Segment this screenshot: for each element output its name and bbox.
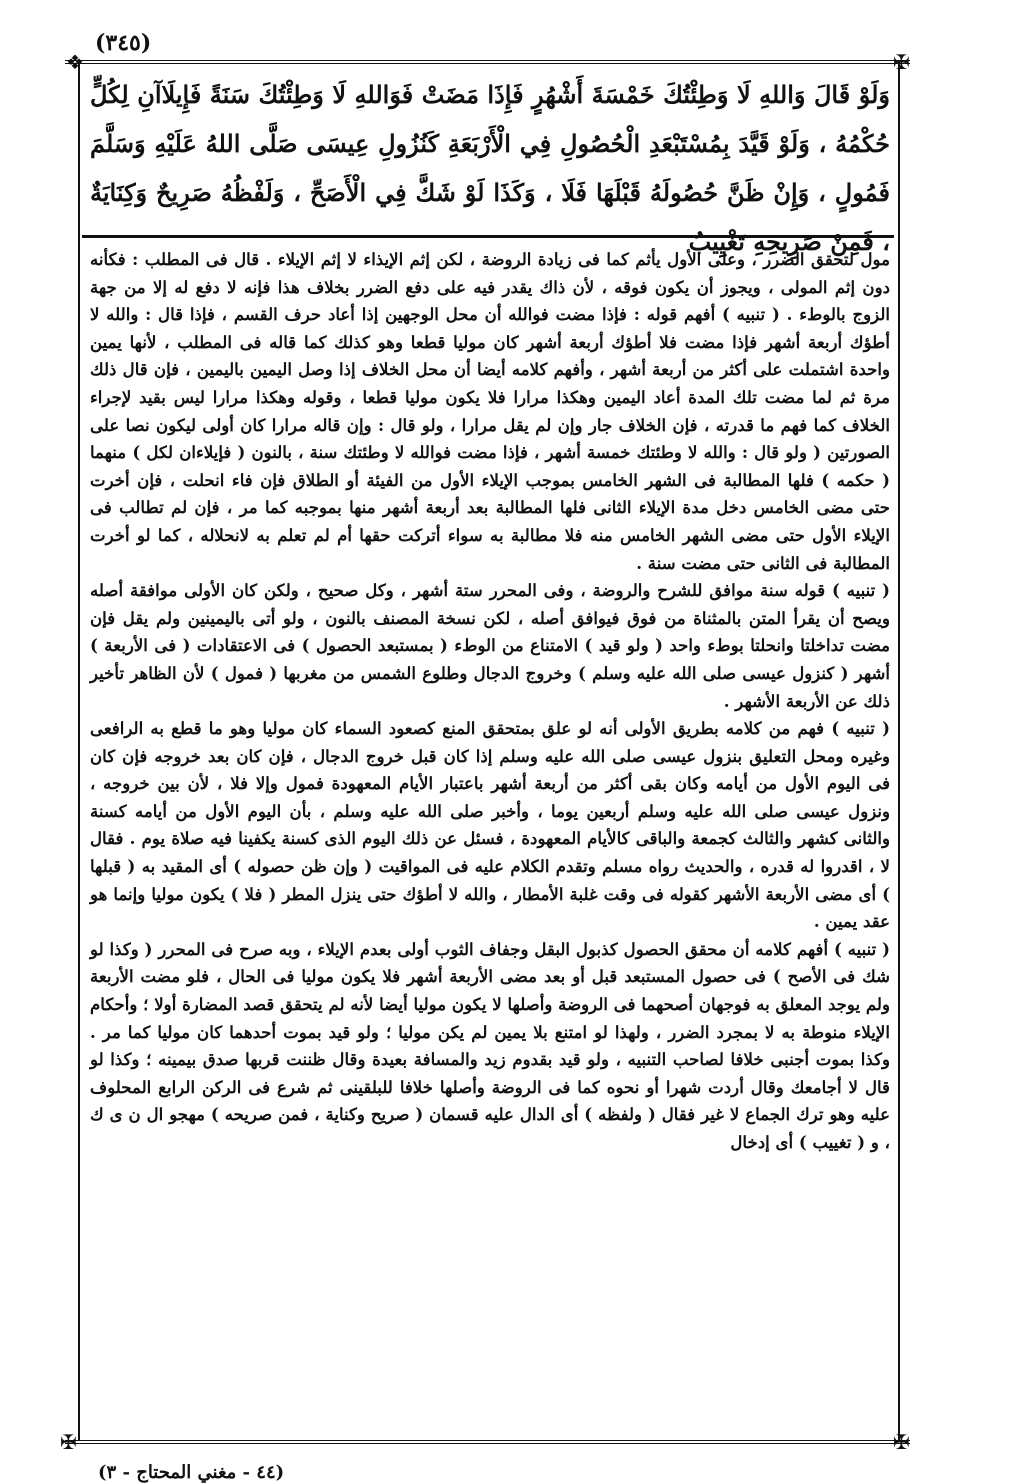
frame-right-border xyxy=(898,60,900,1440)
corner-ornament-icon: ✠ xyxy=(60,1430,77,1454)
page-number: (٣٤٥) xyxy=(95,30,152,56)
section-divider xyxy=(82,235,894,238)
frame-bottom-border xyxy=(65,1440,910,1444)
matn-text: وَلَوْ قَالَ وَاللهِ لَا وَطِئْتُكَ خَمْسَةَ أَشْهُرٍ فَإِذَا مَضَتْ فَوَاللهِ لَا وَطِئْتُكَ سَنَةً فَإِيلَاآنِ لِكُلٍّ حُكْمُهُ ، وَلَوْ قَيَّدَ بِمُسْتَبْعَدِ الْحُصُولِ فِي الْأَرْبَعَةِ كَنُزُولِ عِيسَى صَلَّى اللهُ عَلَيْهِ وَسَلَّمَ فَمُولٍ ، وَإِنْ ظَنَّ حُصُولَهُ قَبْلَهَا فَلَا ، وَكَذَا لَوْ شَكَّ فِي الْأَصَحِّ ، وَلَفْظُهُ صَرِيحٌ وَكِنَايَةٌ ، فَمِنْ صَرِيحِهِ تَغْيِيبُ xyxy=(90,80,890,256)
sharh-paragraph: ( تنبيه ) فهم من كلامه بطريق الأولى أنه لو علق بمتحقق المنع كصعود السماء كان موليا وهو ما قطع به الرافعى وغيره ومحل التعليق بنزول عيسى صلى الله عليه وسلم إذا كان قبل خروج الدجال ، فإن كان بعد خروجه فإن كان فى اليوم الأول من أيامه وكان بقى أكثر من أربعة أشهر باعتبار الأيام المعهودة فمول وإلا فلا ، لأن بين خروجه ، ونزول عيسى صلى الله عليه وسلم أربعين يوما ، وأخبر صلى الله عليه وسلم ، بأن اليوم الأول من أيامه كسنة والثانى كشهر والثالث كجمعة والباقى كالأيام المعهودة ، فسئل عن ذلك اليوم الذى كسنة يكفينا فيه صلاة يوم . فقال لا ، اقدروا له قدره ، والحديث رواه مسلم وتقدم الكلام عليه فى المواقيت ( وإن ظن حصوله ) أى المقيد به ( قبلها ) أى مضى الأربعة الأشهر كقوله فى وقت غلبة الأمطار ، والله لا أطؤك حتى ينزل المطر ( فلا ) يكون موليا وإنما هو عقد يمين . xyxy=(90,718,890,932)
corner-ornament-icon: ✠ xyxy=(893,50,910,74)
sharh-paragraph: ( تنبيه ) قوله سنة موافق للشرح والروضة ، وفى المحرر ستة أشهر ، وكل صحيح ، ولكن كان الأولى موافقة أصله ويصح أن يقرأ المتن بالمثناة من فوق فيوافق أصله ، لكن نسخة المصنف بالنون ، ولو أتى باليمينين ولم يقل فإن مضت تداخلتا وانحلتا بوطء واحد ( ولو قيد ) الامتناع من الوطء ( بمستبعد الحصول ) فى الاعتقادات ( فى الأربعة ) أشهر ( كنزول عيسى صلى الله عليه وسلم ) وخروج الدجال وطلوع الشمس من مغربها ( فمول ) لأن الظاهر تأخير ذلك عن الأربعة الأشهر . xyxy=(90,580,890,711)
frame-left-border xyxy=(78,60,80,1440)
signature-footer: (٤٤ - مغني المحتاج - ٣) xyxy=(98,1462,285,1483)
sharh-commentary xyxy=(90,246,890,1157)
corner-ornament-icon: ✠ xyxy=(893,1430,910,1454)
frame-top-border xyxy=(65,60,910,64)
corner-ornament-icon: ❖ xyxy=(66,50,84,74)
sharh-paragraph: مول لتحقق الضرر ، وعلى الأول يأثم كما فى زيادة الروضة ، لكن إثم الإيذاء لا إثم الإيلاء . قال فى المطلب : فكأنه دون إثم المولى ، ويجوز أن يكون فوقه ، لأن ذاك يقدر فيه على دفع الضرر بخلاف هذا فإنه لا دفع له إلا من جهة الزوج بالوطء . ( تنبيه ) أفهم قوله : فإذا مضت فوالله أن محل الوجهين إذا أعاد حرف القسم ، فإذا قال : والله لا أطؤك أربعة أشهر فإذا مضت فلا أطؤك أربعة أشهر كان موليا قطعا وهو كذلك كما قاله فى المطلب ، لأنها يمين واحدة اشتملت على أكثر من أربعة أشهر ، وأفهم كلامه أيضا أن محل الخلاف إذا وصل اليمين باليمين ، فإن قال ذلك مرة ثم لما مضت تلك المدة أعاد اليمين وهكذا مرارا فلا يكون موليا قطعا ، وقوله وهكذا مرارا ليس بقيد لإجراء الخلاف كما فهم ما قدرته ، فإن الخلاف جار وإن لم يقل مرارا ، ولو قال : وإن قاله مرارا كان أولى ليكون نصا على الصورتين ( ولو قال : والله لا وطئتك خمسة أشهر ، فإذا مضت فوالله لا وطئتك سنة ، بالنون ( فإيلاءان لكل ) منهما ( حكمه ) فلها المطالبة فى الشهر الخامس بموجب الإيلاء الأول من الفيئة أو الطلاق فإن فاء انحلت ، فإن أخرت حتى مضى الخامس دخل مدة الإيلاء الثانى فلها المطالبة بعد أربعة أشهر منها بموجبه كما مر ، فإن لم تطالب فى الإيلاء الأول حتى مضى الشهر الخامس منه فلا مطالبة به سواء أتركت حقها أم لم تعلم به لانحلاله ، كما لو أخرت المطالبة فى الثانى حتى مضت سنة . xyxy=(90,249,890,573)
sharh-paragraph: ( تنبيه ) أفهم كلامه أن محقق الحصول كذبول البقل وجفاف الثوب أولى بعدم الإيلاء ، وبه صرح فى المحرر ( وكذا لو شك فى الأصح ) فى حصول المستبعد قبل أو بعد مضى الأربعة أشهر فلا يكون موليا فى الحال ، فلو مضت الأربعة ولم يوجد المعلق به فوجهان أصحهما فى الروضة وأصلها لا يكون موليا أيضا لأنه لم يتحقق قصد المضارة أولا ؛ وأحكام الإيلاء منوطة به لا بمجرد الضرر ، ولهذا لو امتنع بلا يمين لم يكن موليا ؛ ولو قيد بموت أحدهما كان موليا كما مر . وكذا بموت أجنبى خلافا لصاحب التنبيه ، ولو قيد بقدوم زيد والمسافة بعيدة وقال ظننت قربها صدق بيمينه ؛ وكذا لو قال لا أجامعك وقال أردت شهرا أو نحوه كما فى الروضة وأصلها خلافا للبلقينى ثم شرع فى الركن الرابع المحلوف عليه وهو ترك الجماع لا غير فقال ( ولفظه ) أى الدال عليه قسمان ( صريح وكناية ، فمن صريحه ) مهجو ال ن ى ك ، و ( تغييب ) أى إدخال xyxy=(90,938,890,1152)
